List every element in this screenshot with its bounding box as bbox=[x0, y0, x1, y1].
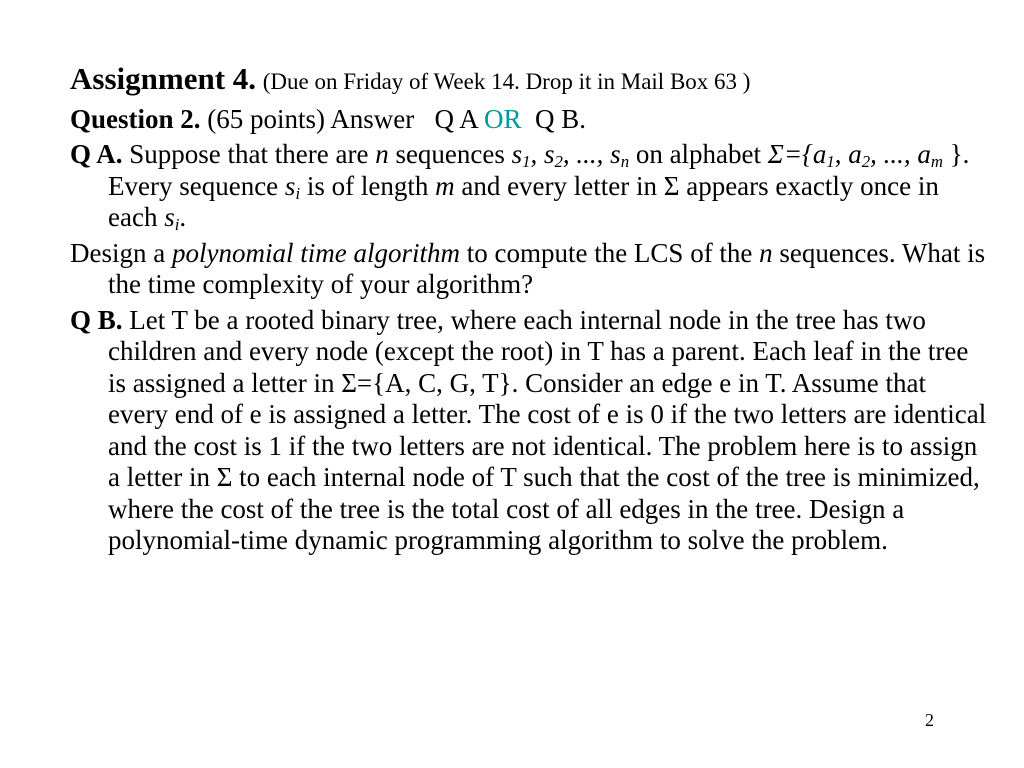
qa-si bbox=[164, 202, 179, 232]
design-emphasis: polynomial time algorithm bbox=[171, 237, 460, 268]
qa-var-s: s bbox=[544, 139, 555, 169]
assignment-title: Assignment 4. bbox=[70, 61, 257, 96]
question-b-paragraph bbox=[70, 305, 990, 557]
design-text: Design a bbox=[70, 237, 172, 268]
qb-label: Q B. bbox=[70, 304, 123, 335]
qa-text: and every letter in Σ appears exactly once in each bbox=[108, 170, 939, 232]
question-2-text: (65 points) Answer Q A bbox=[200, 103, 485, 134]
qa-text: , bbox=[530, 139, 545, 169]
qa-si bbox=[285, 171, 300, 201]
question-2-text-end: Q B. bbox=[521, 103, 587, 134]
design-text: sequences. What is the time complexity of your algorithm? bbox=[108, 237, 986, 299]
qa-var-n: n bbox=[375, 139, 389, 169]
qa-sequence-list bbox=[512, 139, 629, 169]
or-word: OR bbox=[484, 103, 522, 134]
qa-var-s: s bbox=[164, 202, 175, 232]
qa-sub: 2 bbox=[554, 152, 563, 171]
qa-var-s: s bbox=[511, 139, 523, 169]
design-var-n: n bbox=[759, 237, 773, 268]
design-paragraph bbox=[70, 238, 990, 301]
qa-text: sequences bbox=[388, 139, 512, 169]
qa-sigma-open: Σ={a bbox=[767, 139, 827, 169]
qb-text: Let T be a rooted binary tree, where each internal node in the tree has two children and every node (except the root) in T has a parent. Each leaf in the tree is assigned a letter in Σ={A, C, G, T}. Consider an edge e in T. Assume that every end of e is assigned a letter. The cost of e is 0 if the two letters are identical and the cost is 1 if the two letters are not identical. The problem here is to assign a letter in Σ to each internal node of T such that the cost of the tree is minimized, where the cost of the tree is the total cost of all edges in the tree. Design a polynomial-time dynamic programming algorithm to solve the problem. bbox=[108, 304, 987, 555]
page-number: 2 bbox=[925, 710, 934, 730]
qa-label: Q A. bbox=[70, 139, 123, 169]
qa-sub: n bbox=[620, 152, 630, 171]
slide-content bbox=[70, 63, 990, 561]
qa-var-m: m bbox=[435, 170, 455, 201]
qa-alphabet bbox=[768, 139, 943, 169]
qa-text: on alphabet bbox=[629, 139, 768, 169]
design-text: to compute the LCS of the bbox=[459, 237, 760, 268]
due-note: (Due on Friday of Week 14. Drop it in Mail Box 63 ) bbox=[262, 69, 751, 94]
qa-sub: i bbox=[295, 183, 301, 203]
qa-sigma-close: } bbox=[942, 139, 963, 169]
qa-var-s: s bbox=[610, 139, 621, 169]
assignment-heading bbox=[70, 63, 990, 98]
qa-text: , a bbox=[834, 139, 862, 169]
question-2-line bbox=[70, 104, 990, 136]
qa-sub: m bbox=[930, 152, 943, 171]
qa-text: . Every sequence bbox=[108, 139, 970, 201]
qa-sub: 1 bbox=[522, 152, 531, 171]
qa-text: is of length bbox=[300, 170, 436, 201]
qa-text: , ..., a bbox=[870, 139, 931, 169]
qa-text: Suppose that there are bbox=[122, 139, 376, 169]
question-a-paragraph bbox=[70, 139, 990, 234]
qa-text: . bbox=[179, 202, 187, 232]
qa-sub: 2 bbox=[861, 152, 871, 171]
question-2-label: Question 2. bbox=[70, 103, 201, 134]
qa-var-s: s bbox=[284, 170, 296, 201]
qa-sub: 1 bbox=[826, 152, 835, 171]
qa-text: , ..., bbox=[562, 139, 611, 169]
qa-sub: i bbox=[174, 215, 180, 234]
